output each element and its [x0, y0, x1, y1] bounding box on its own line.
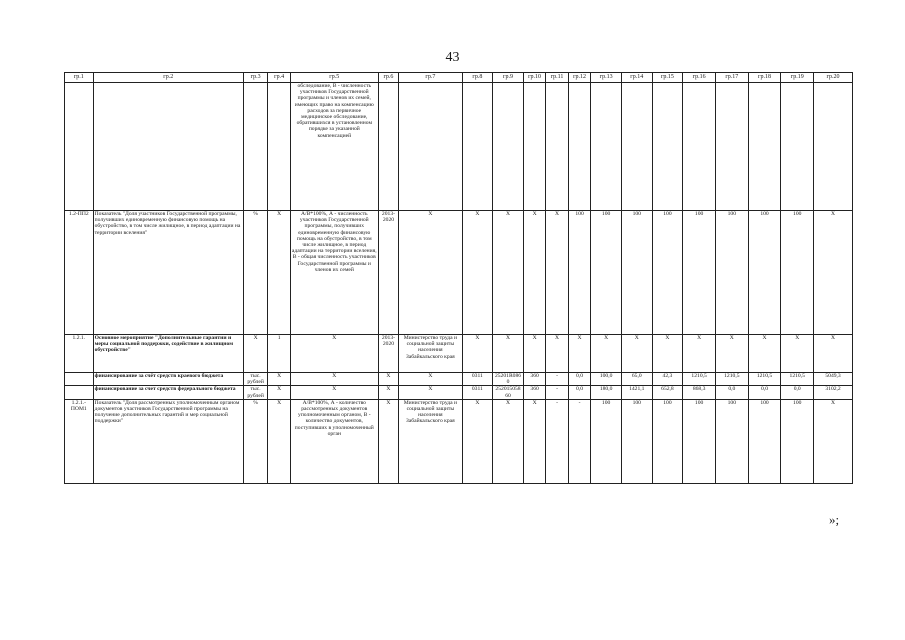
column-header: гр.5: [290, 73, 378, 83]
table-cell: %: [243, 211, 268, 335]
table-cell: Х: [268, 211, 290, 335]
column-header: гр.4: [268, 73, 290, 83]
table-cell: 100: [715, 211, 748, 335]
table-cell: [65, 386, 94, 399]
table-cell: [683, 83, 716, 211]
table-cell: 180,0: [591, 386, 622, 399]
table-cell: финансирование за счёт средств краевого бюджета: [93, 373, 243, 386]
column-header: гр.11: [546, 73, 568, 83]
header-row: [65, 73, 853, 83]
table-cell: 652,8: [652, 386, 683, 399]
closing-mark: »;: [829, 512, 840, 527]
table-row-funding-regional: [65, 373, 853, 386]
table-cell: Министерство труда и социальной защиты населения Забайкальского края: [399, 335, 462, 373]
column-header: гр.2: [93, 73, 243, 83]
table-cell: Х: [268, 373, 290, 386]
table-cell: [814, 83, 853, 211]
column-header: гр.14: [621, 73, 652, 83]
table-cell: Х: [290, 386, 378, 399]
table-cell: Х: [399, 373, 462, 386]
table-cell: 2013-2020: [378, 211, 398, 335]
table-cell: [65, 373, 94, 386]
column-header: гр.7: [399, 73, 462, 83]
table-cell: Х: [290, 335, 378, 373]
table-cell: Х: [462, 211, 493, 335]
table-cell: Х: [814, 335, 853, 373]
table-cell: [378, 83, 398, 211]
table-cell: 100: [652, 211, 683, 335]
table-cell: [546, 83, 568, 211]
table-cell: 100: [621, 399, 652, 483]
table-cell: 1.2-ПП2: [65, 211, 94, 335]
column-header: гр.10: [523, 73, 545, 83]
table-cell: [493, 83, 524, 211]
column-header: гр.20: [814, 73, 853, 83]
table-row-indicator-1-2-1-pom1: [65, 399, 853, 483]
table-cell: Х: [268, 386, 290, 399]
table-cell: Х: [462, 335, 493, 373]
table-cell: Х: [243, 335, 268, 373]
table-cell: обследование, В - численность участников Государственной программы и членов их семей, имеющих право на компенсацию расходов за первичное медицинское обследование, обратившихся в установленном порядке за указанной компенсацией: [290, 83, 378, 211]
table-cell: Х: [814, 211, 853, 335]
table-cell: 0,0: [715, 386, 748, 399]
column-header: гр.13: [591, 73, 622, 83]
table-cell: Х: [268, 399, 290, 483]
table-cell: Х: [290, 373, 378, 386]
table-cell: Основное мероприятие "Дополнительные гарантии и меры социальной поддержки, содействие в жилищном обустройстве": [93, 335, 243, 373]
column-header: гр.8: [462, 73, 493, 83]
column-header: гр.6: [378, 73, 398, 83]
table-cell: [399, 83, 462, 211]
table-cell: тыс. рублей: [243, 386, 268, 399]
table-cell: Х: [493, 399, 524, 483]
table-cell: 100: [748, 399, 781, 483]
table-cell: -: [546, 386, 568, 399]
table-cell: 100: [652, 399, 683, 483]
table-cell: 42,3: [652, 373, 683, 386]
table-cell: 1210,5: [748, 373, 781, 386]
table-cell: финансирование за счет средств федерального бюджета: [93, 386, 243, 399]
table-cell: [715, 83, 748, 211]
table-cell: 0,0: [748, 386, 781, 399]
table-cell: 868,3: [683, 386, 716, 399]
table-cell: 1210,5: [715, 373, 748, 386]
column-header: гр.12: [568, 73, 590, 83]
table-cell: 100: [591, 211, 622, 335]
column-header: гр.16: [683, 73, 716, 83]
table-cell: 5049,3: [814, 373, 853, 386]
table-cell: 1.2.1.-ПОМ1: [65, 399, 94, 483]
table-cell: Х: [715, 335, 748, 373]
table-row-indicator-1-2-pp2: [65, 211, 853, 335]
table-cell: 360: [523, 386, 545, 399]
table-cell: Х: [378, 399, 398, 483]
table-cell: 2013-2020: [378, 335, 398, 373]
table-cell: 100,0: [591, 373, 622, 386]
table-cell: [243, 83, 268, 211]
table-cell: Х: [399, 211, 462, 335]
column-header: гр.19: [781, 73, 814, 83]
table-cell: 1: [268, 335, 290, 373]
page-number: 43: [445, 50, 460, 65]
table-cell: [621, 83, 652, 211]
table-cell: 100: [683, 399, 716, 483]
table-cell: 100: [683, 211, 716, 335]
table-cell: Х: [546, 335, 568, 373]
table-row-funding-federal: [65, 386, 853, 399]
table-cell: Х: [493, 335, 524, 373]
table-cell: тыс. рублей: [243, 373, 268, 386]
table-cell: 0,0: [568, 373, 590, 386]
table-cell: 1210,5: [683, 373, 716, 386]
column-header: гр.3: [243, 73, 268, 83]
table-cell: [268, 83, 290, 211]
column-header: гр.9: [493, 73, 524, 83]
table-cell: Х: [462, 399, 493, 483]
table-cell: 100: [715, 399, 748, 483]
table-cell: Х: [683, 335, 716, 373]
table-cell: Х: [748, 335, 781, 373]
table-cell: 100: [621, 211, 652, 335]
table-cell: Х: [546, 211, 568, 335]
table-cell: Х: [378, 386, 398, 399]
table-cell: [523, 83, 545, 211]
table-cell: Показатель "Доля участников Государственной программы, получивших единовременную финансовую помощь на обустройство, в том числе жилищное, в период адаптации на территории вселения": [93, 211, 243, 335]
table-cell: Х: [523, 211, 545, 335]
table-cell: Х: [493, 211, 524, 335]
table-cell: Х: [399, 386, 462, 399]
table-cell: %: [243, 399, 268, 483]
table-cell: [93, 83, 243, 211]
program-table: [64, 72, 853, 484]
table-cell: [652, 83, 683, 211]
table-cell: [462, 83, 493, 211]
table-cell: Х: [568, 335, 590, 373]
table-row-continuation: [65, 83, 853, 211]
table-cell: 25201505860: [493, 386, 524, 399]
table-cell: 100: [781, 211, 814, 335]
column-header: гр.15: [652, 73, 683, 83]
table-cell: А/В*100%, А - количество рассмотренных документов уполномоченным органом, В - количество документов, поступивших в уполномоченный орган: [290, 399, 378, 483]
table-cell: Министерство труда и социальной защиты населения Забайкальского края: [399, 399, 462, 483]
table-cell: 3102,2: [814, 386, 853, 399]
table-cell: 0,0: [781, 386, 814, 399]
column-header: гр.1: [65, 73, 94, 83]
table-cell: 1421,1: [621, 386, 652, 399]
table-cell: 1210,5: [781, 373, 814, 386]
table-cell: Х: [591, 335, 622, 373]
table-cell: 1.2.1.: [65, 335, 94, 373]
table-cell: [65, 83, 94, 211]
table-cell: 100: [781, 399, 814, 483]
table-cell: 0311: [462, 386, 493, 399]
table-cell: Х: [378, 373, 398, 386]
table-cell: 100: [591, 399, 622, 483]
column-header: гр.17: [715, 73, 748, 83]
table-cell: Х: [523, 399, 545, 483]
table-cell: 0311: [462, 373, 493, 386]
table-cell: 100: [568, 211, 590, 335]
table-cell: [781, 83, 814, 211]
table-cell: [591, 83, 622, 211]
table-cell: Х: [621, 335, 652, 373]
table-cell: Показатель "Доля рассмотренных уполномоченным органом документов участников Государственной программы на получение дополнительных гарантий и мер социальной поддержки": [93, 399, 243, 483]
table-cell: [568, 83, 590, 211]
table-cell: Х: [781, 335, 814, 373]
table-cell: -: [546, 373, 568, 386]
table-cell: [748, 83, 781, 211]
table-cell: Х: [814, 399, 853, 483]
table-cell: 100: [748, 211, 781, 335]
table-cell: 65,0: [621, 373, 652, 386]
table-cell: -: [546, 399, 568, 483]
table-cell: Х: [523, 335, 545, 373]
table-cell: 25201R0860: [493, 373, 524, 386]
table-cell: 360: [523, 373, 545, 386]
table-cell: Х: [652, 335, 683, 373]
table-row-main-measure-1-2-1: [65, 335, 853, 373]
table-cell: 0,0: [568, 386, 590, 399]
table-cell: А/В*100%, А - численность участников Государственной программы, получивших единовременную финансовую помощь на обустройство, в том числе жилищное, в период адаптации на территории вселения, В - общая численность участников Государственной программы и членов их семей: [290, 211, 378, 335]
column-header: гр.18: [748, 73, 781, 83]
table-cell: -: [568, 399, 590, 483]
